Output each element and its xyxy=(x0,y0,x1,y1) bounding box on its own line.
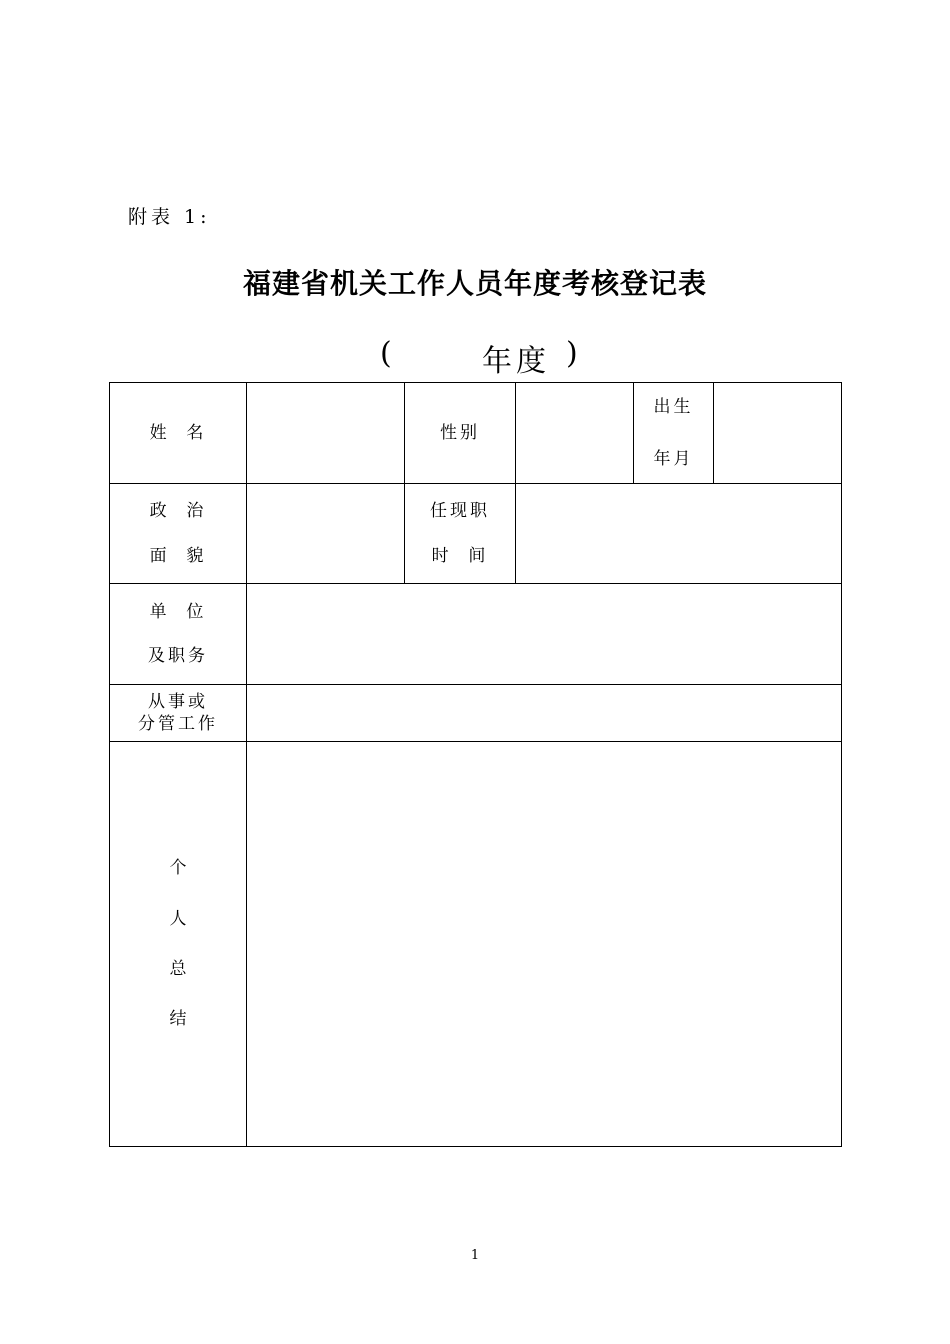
summary-label xyxy=(110,858,246,1030)
year-close-paren: ) xyxy=(566,336,578,371)
gender-label: 性别 xyxy=(440,422,480,443)
name-label-cell xyxy=(110,383,247,484)
gender-field[interactable] xyxy=(516,383,634,484)
year-label: 年度 xyxy=(482,344,550,379)
unit-label-cell xyxy=(110,584,247,685)
tenure-label-line2: 时 间 xyxy=(431,546,489,567)
year-open-paren: ( xyxy=(380,336,392,371)
tenure-label-line1: 任现职 xyxy=(430,500,490,521)
unit-label-line1: 单 位 xyxy=(149,602,207,622)
birth-label-cell xyxy=(634,383,714,484)
unit-label-line2: 及职务 xyxy=(148,645,208,666)
tenure-field[interactable] xyxy=(516,484,842,584)
tenure-label-cell xyxy=(405,484,516,584)
name-field[interactable] xyxy=(247,383,405,484)
gender-label-cell xyxy=(405,383,516,484)
summary-label-char: 个 xyxy=(169,858,187,879)
summary-label-char: 总 xyxy=(169,959,187,979)
birth-field[interactable] xyxy=(714,383,842,484)
unit-field[interactable] xyxy=(247,584,842,685)
summary-label-cell xyxy=(110,742,247,1147)
page-number: 1 xyxy=(470,1248,480,1263)
name-label: 姓 名 xyxy=(149,422,207,443)
form-title: 福建省机关工作人员年度考核登记表 xyxy=(242,267,707,300)
summary-field[interactable] xyxy=(247,742,842,1147)
work-label-line2: 分管工作 xyxy=(138,714,218,734)
political-label-line1: 政 治 xyxy=(149,500,207,521)
registration-form-table xyxy=(109,382,842,1147)
work-field[interactable] xyxy=(247,685,842,742)
appendix-label: 附表 1: xyxy=(128,206,211,228)
birth-label-line1: 出生 xyxy=(653,397,694,417)
summary-label-char: 结 xyxy=(169,1009,187,1030)
work-label-line1: 从事或 xyxy=(148,691,208,712)
political-label-cell xyxy=(110,484,247,584)
political-label-line2: 面 貌 xyxy=(149,546,207,567)
birth-label-line2: 年月 xyxy=(653,448,694,469)
summary-label-char: 人 xyxy=(169,908,187,929)
work-label-cell xyxy=(110,685,247,742)
political-field[interactable] xyxy=(247,484,405,584)
